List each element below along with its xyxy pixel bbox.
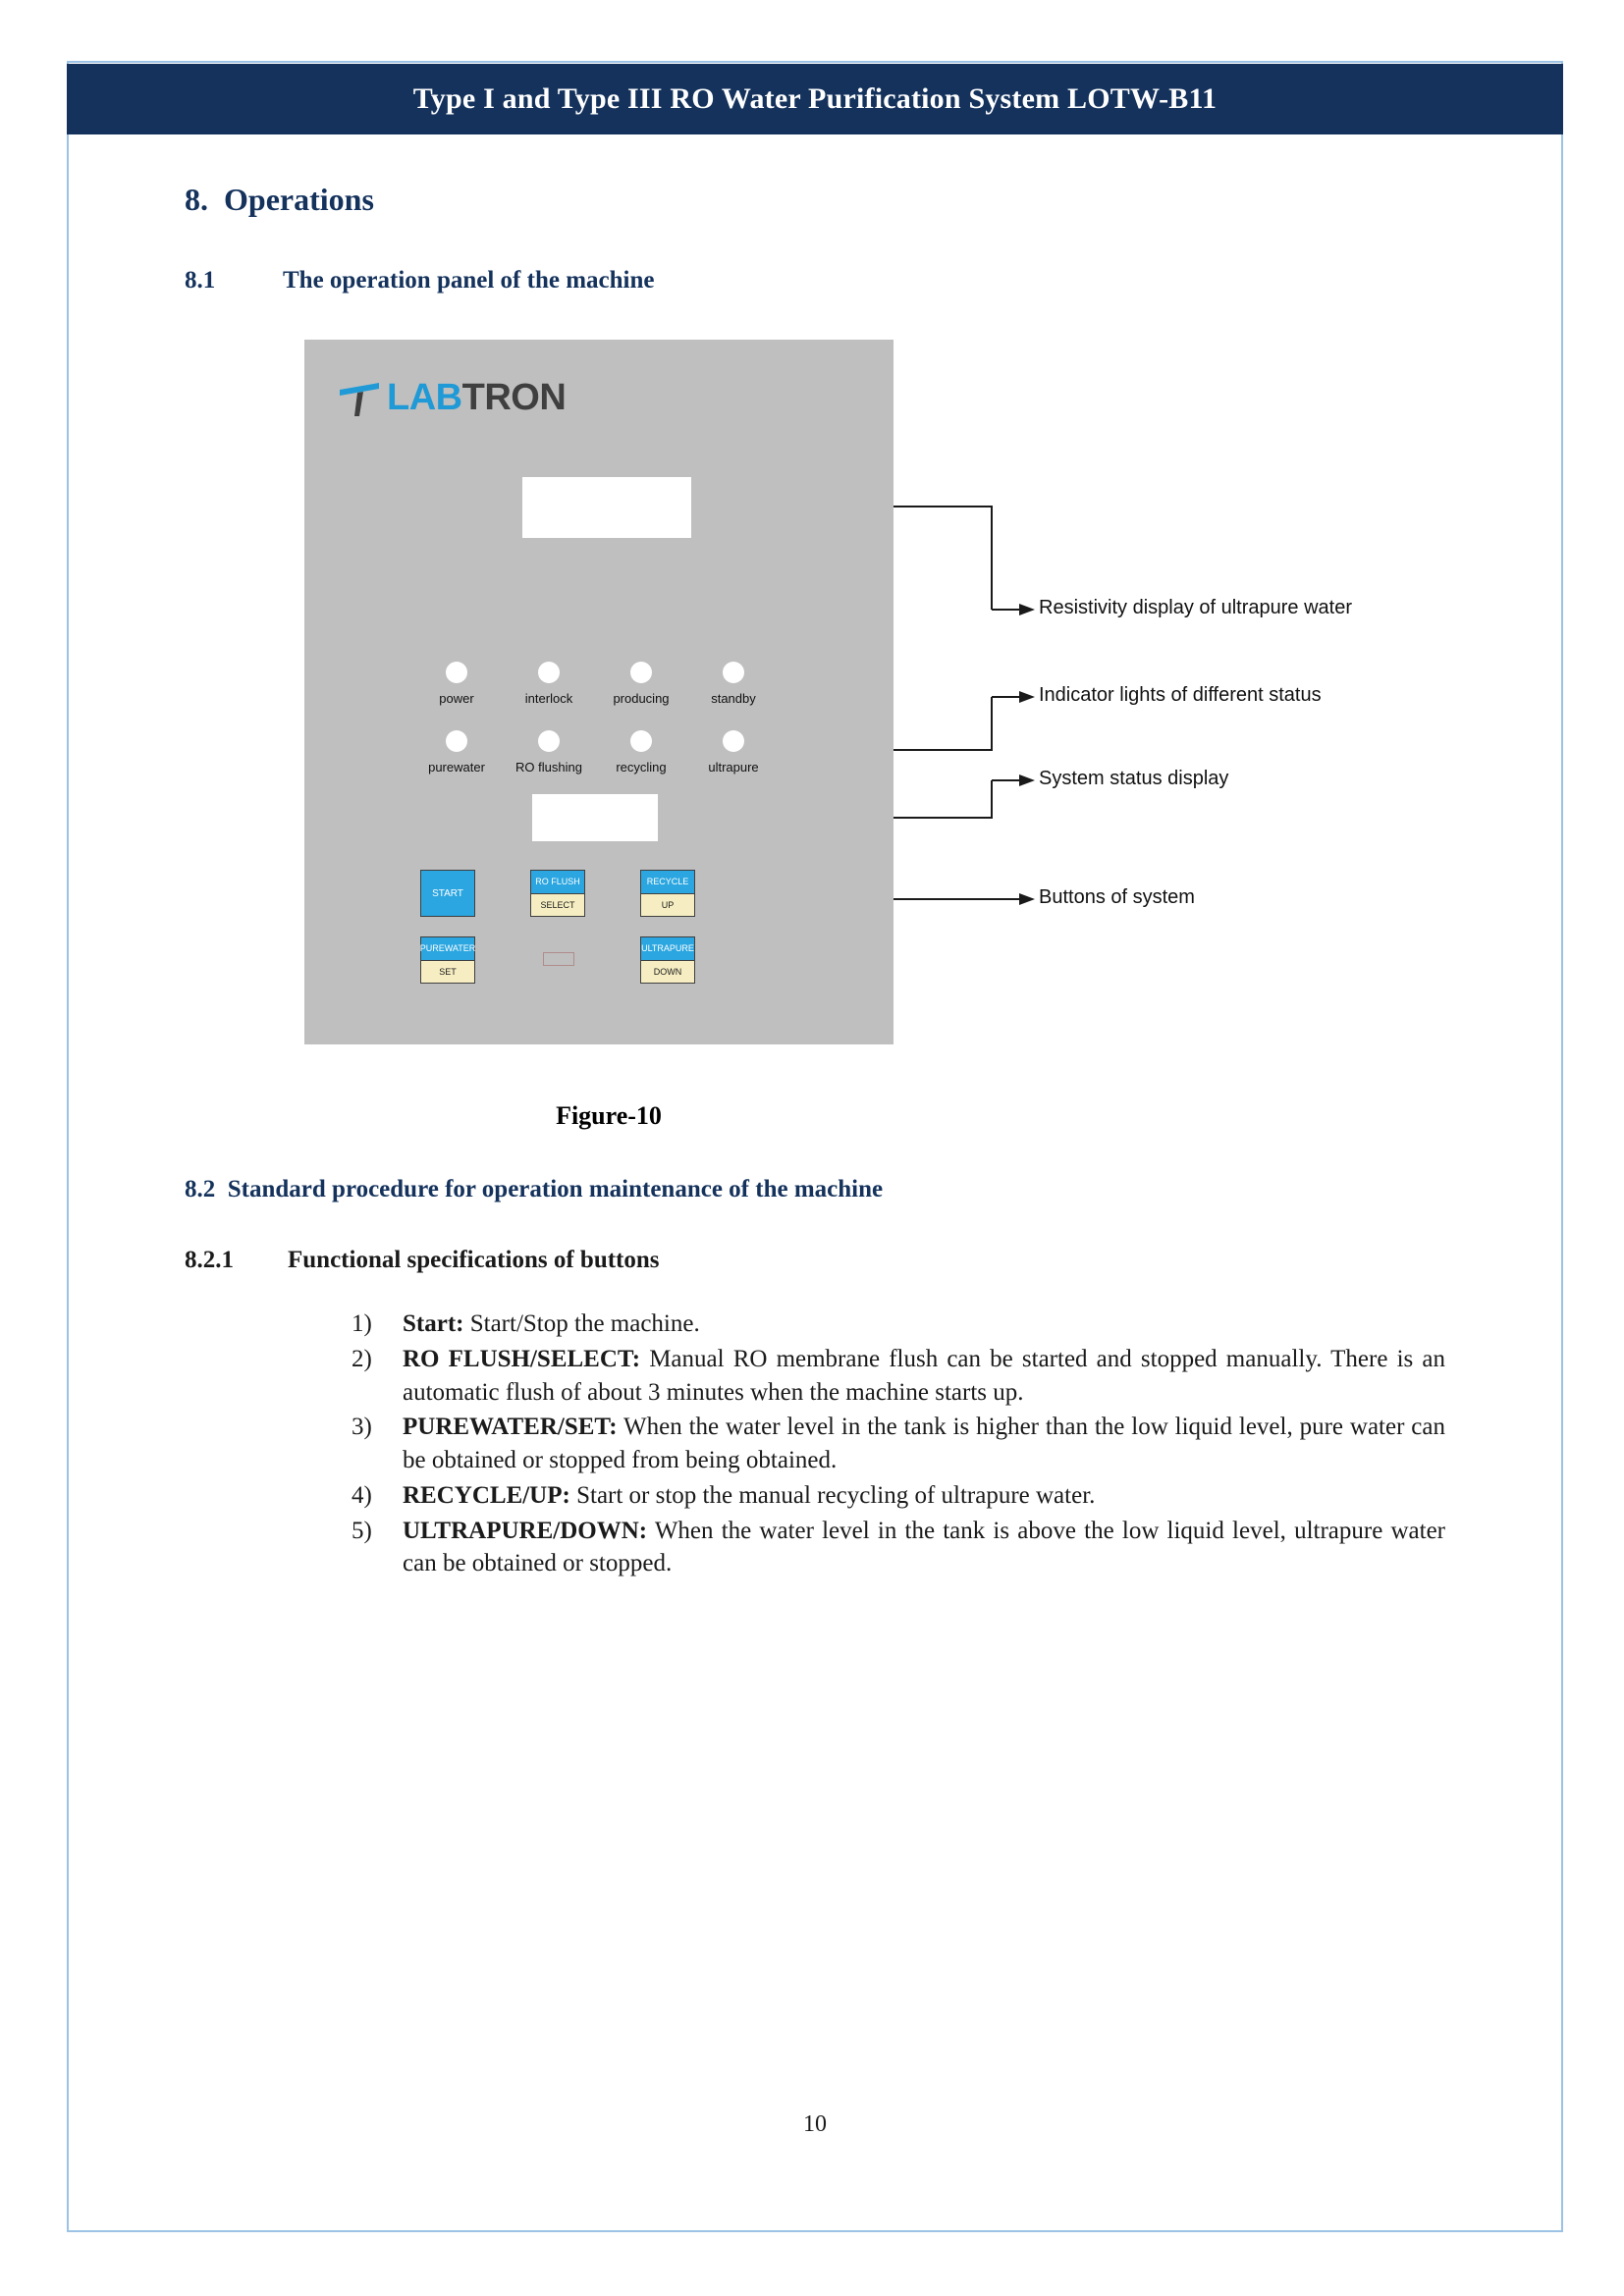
indicator-label: recycling [616, 760, 667, 774]
page-content [67, 134, 1563, 2232]
indicator-row-1 [410, 662, 780, 706]
callout-system-status-display: System status display [1039, 768, 1229, 789]
indicator-label: producing [613, 691, 670, 706]
callout-resistivity-display: Resistivity display of ultrapure water [1039, 597, 1353, 618]
list-item [352, 1479, 1445, 1513]
indicator-interlock [503, 662, 595, 706]
indicator-producing [595, 662, 687, 706]
list-item [352, 1411, 1445, 1477]
subsection-number: 8.1 [185, 267, 216, 294]
resistivity-display [522, 477, 691, 538]
section-number: 8. [185, 182, 208, 217]
subsubsection-number: 8.2.1 [185, 1247, 234, 1273]
subsection-title: The operation panel of the machine [283, 267, 655, 294]
logo-tron: TRON [461, 377, 567, 418]
led-icon [538, 730, 560, 752]
led-icon [630, 662, 652, 683]
list-marker: 2) [352, 1345, 372, 1372]
list-item-term: Start: [403, 1310, 464, 1337]
button-label-top: PUREWATER [420, 936, 475, 960]
led-icon [446, 662, 467, 683]
list-item-term: RECYCLE/UP: [403, 1481, 570, 1509]
document-header-bar [67, 64, 1563, 134]
list-item [352, 1308, 1445, 1341]
button-label-top: RECYCLE [640, 870, 695, 893]
list-item-term: PUREWATER/SET: [403, 1414, 618, 1441]
indicator-label: power [439, 691, 474, 706]
header-title: Type I and Type III RO Water Purification System LOTW-B11 [412, 82, 1218, 115]
indicator-label: standby [711, 691, 756, 706]
button-label-bottom: SET [420, 960, 475, 985]
indicator-label: purewater [428, 760, 485, 774]
system-status-display [532, 794, 658, 841]
list-item-text: When the water level in the tank is higher than the low liquid level, pure water can be obtained or stopped from being obtained. [403, 1414, 1445, 1473]
panel-button-blank [543, 952, 574, 966]
list-item-term: ULTRAPURE/DOWN: [403, 1517, 648, 1544]
callout-buttons-of-system: Buttons of system [1039, 886, 1195, 908]
logo-lab: LAB [387, 377, 462, 418]
indicator-label: RO flushing [515, 760, 582, 774]
button-label-top: RO FLUSH [530, 870, 585, 893]
subsection-number: 8.2 [185, 1176, 216, 1202]
list-item-term: RO FLUSH/SELECT: [403, 1345, 641, 1372]
figure-caption: Figure-10 [556, 1101, 662, 1130]
labtron-logo [336, 377, 566, 419]
panel-button-recycle-up[interactable] [640, 870, 695, 917]
led-icon [723, 730, 744, 752]
callout-indicator-lights: Indicator lights of different status [1039, 684, 1322, 706]
indicator-purewater [410, 730, 503, 774]
indicator-label: ultrapure [708, 760, 759, 774]
list-item-text: Start/Stop the machine. [463, 1310, 700, 1337]
button-label-bottom: DOWN [640, 960, 695, 985]
indicator-ro-flushing [503, 730, 595, 774]
button-label-bottom: SELECT [530, 893, 585, 918]
panel-button-purewater-set[interactable] [420, 936, 475, 984]
labtron-logo-mark [336, 379, 383, 418]
panel-button-start[interactable] [420, 870, 475, 917]
functional-specs-list [126, 1308, 1504, 1580]
led-icon [538, 662, 560, 683]
subsection-title: Standard procedure for operation maintenance of the machine [227, 1176, 884, 1202]
indicator-standby [687, 662, 780, 706]
subsubsection-title: Functional specifications of buttons [288, 1247, 660, 1273]
figure-10 [304, 340, 1384, 1044]
subsubsection-heading-functional [185, 1247, 1504, 1274]
figure-10-wrapper [126, 340, 1504, 1044]
list-item [352, 1343, 1445, 1410]
indicator-power [410, 662, 503, 706]
indicator-ultrapure [687, 730, 780, 774]
panel-button-ultrapure-down[interactable] [640, 936, 695, 984]
panel-button-ro-flush-select[interactable] [530, 870, 585, 917]
indicator-label: interlock [524, 691, 573, 706]
indicator-recycling [595, 730, 687, 774]
led-icon [723, 662, 744, 683]
list-marker: 5) [352, 1517, 372, 1544]
list-marker: 3) [352, 1414, 372, 1441]
led-icon [630, 730, 652, 752]
list-marker: 1) [352, 1310, 372, 1337]
subsection-heading-panel [185, 267, 1504, 294]
page-number: 10 [803, 2111, 827, 2137]
list-item-text: When the water level in the tank is above the low liquid level, ultrapure water can be obtained or stopped. [403, 1517, 1445, 1577]
led-icon [446, 730, 467, 752]
button-label-top: START [432, 887, 463, 899]
button-label-bottom: UP [640, 893, 695, 918]
subsection-heading-procedure [185, 1176, 1504, 1203]
section-heading-operations [185, 182, 1504, 218]
list-item-text: Manual RO membrane flush can be started and stopped manually. There is an automatic flush of about 3 minutes when the machine starts up. [403, 1345, 1445, 1406]
button-label-top: ULTRAPURE [640, 936, 695, 960]
indicator-row-2 [410, 730, 780, 774]
labtron-logo-text [387, 377, 566, 419]
operation-panel-image [304, 340, 893, 1044]
section-title: Operations [224, 182, 374, 217]
list-item-text: Start or stop the manual recycling of ultrapure water. [569, 1481, 1096, 1509]
list-marker: 4) [352, 1481, 372, 1509]
list-item [352, 1515, 1445, 1581]
